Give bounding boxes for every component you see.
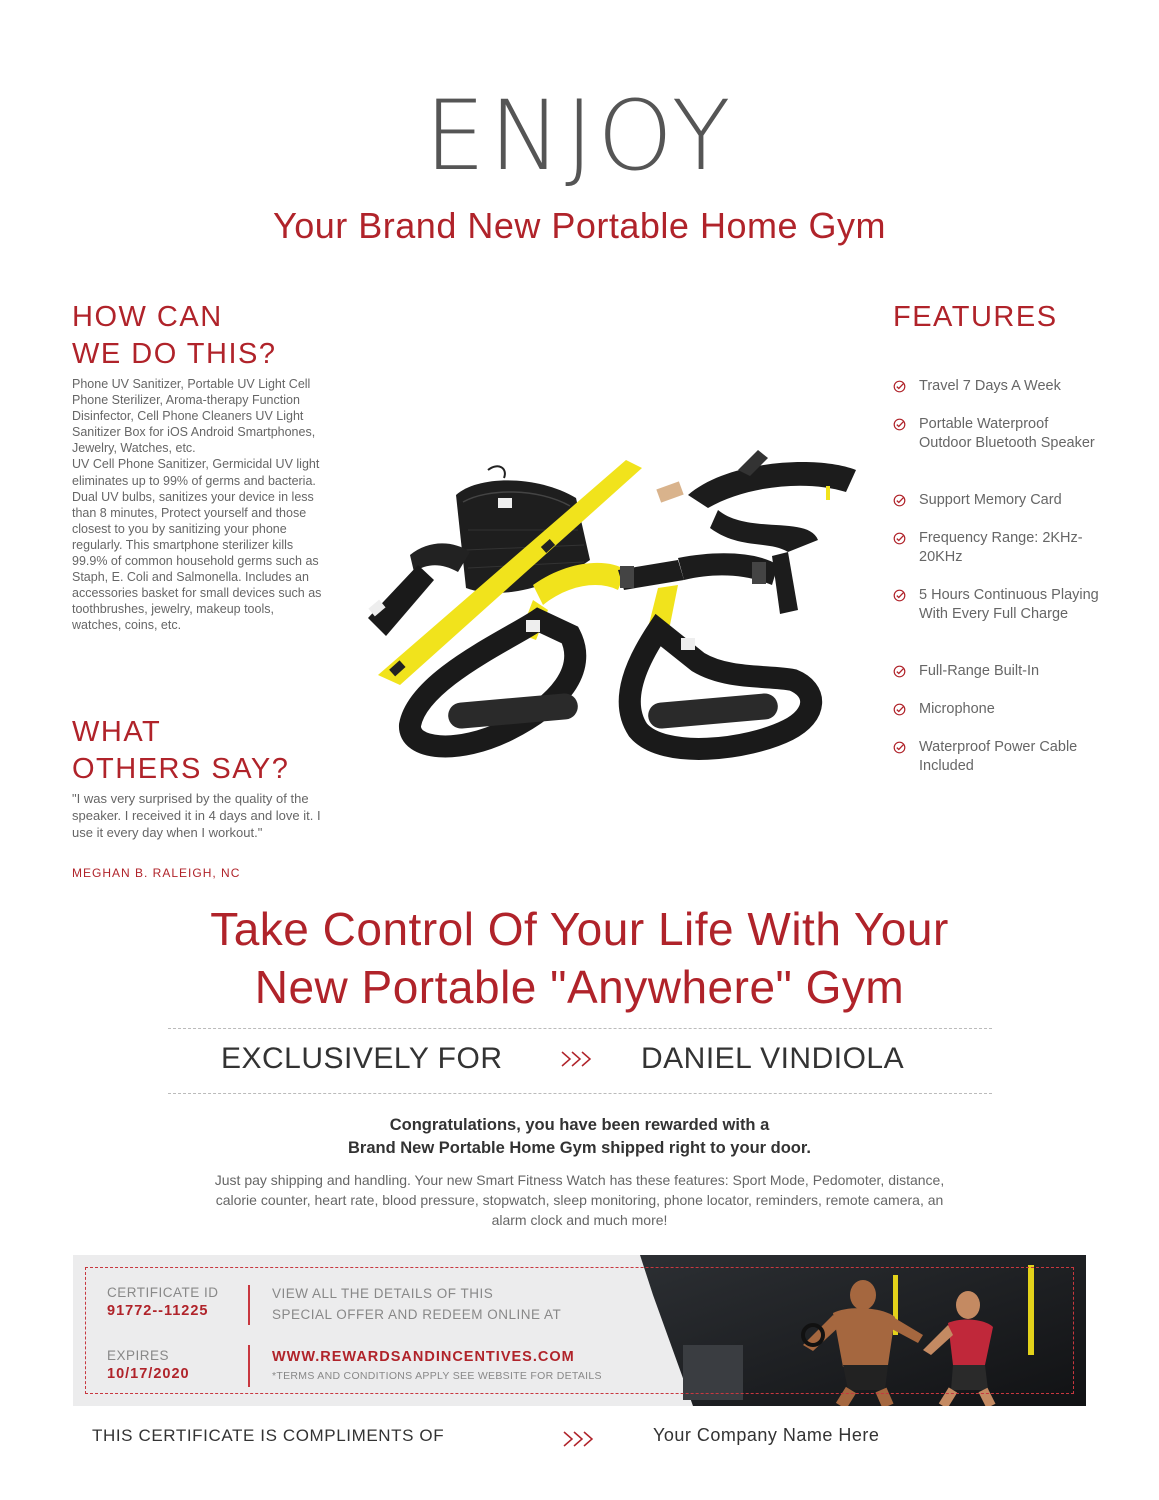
congrats-message: [0, 1114, 1159, 1160]
feature-item: [893, 662, 1103, 681]
check-circle-icon: [893, 415, 919, 434]
how-paragraph-2: UV Cell Phone Sanitizer, Germicidal UV light eliminates up to 99% of germs and bacteria. Dual UV bulbs, sanitizes your device in less than 8 minutes, Protect yourself and those closest to you by sanitizing your phone regularly. This smartphone sterilizer kills 99.9% of common household germs such as Staph, E. Coli and Salmonella. Includes an accessories basket for small devices such as toothbrushes, jewelry, makeup tools, watches, coins, etc.: [72, 457, 322, 633]
feature-item: [893, 700, 1103, 719]
how-paragraph-1: Phone UV Sanitizer, Portable UV Light Cell Phone Sterilizer, Aroma-therapy Function Disinfector, Cell Phone Cleaners UV Light Sanitizer Box for iOS Android Smartphones, Jewelry, Watches, etc.: [72, 377, 316, 456]
feature-text: 5 Hours Continuous Playing With Every Full Charge: [919, 587, 1099, 622]
feature-text: Travel 7 Days A Week: [919, 378, 1061, 394]
compliments-label: THIS CERTIFICATE IS COMPLIMENTS OF: [92, 1426, 445, 1445]
feature-item: [893, 377, 1103, 396]
certificate-divider-1: [248, 1285, 250, 1325]
feature-item: [893, 415, 1103, 453]
feature-item: [893, 586, 1103, 624]
congrats-line2: Brand New Portable Home Gym shipped right to your door.: [348, 1139, 811, 1157]
feature-item: [893, 491, 1103, 510]
check-circle-icon: [893, 491, 919, 510]
how-title-line1: HOW CAN: [72, 301, 223, 333]
feature-text: Portable Waterproof Outdoor Bluetooth Speaker: [919, 416, 1095, 451]
testimonial-quote: "I was very surprised by the quality of the speaker. I received it in 4 days and love it. I use it every day when I workout.": [72, 791, 321, 840]
how-section-body: [72, 376, 322, 634]
subheadline: Your Brand New Portable Home Gym: [273, 205, 886, 246]
triple-chevron-icon: [560, 1049, 600, 1069]
feature-text: Frequency Range: 2KHz-20KHz: [919, 530, 1083, 565]
triple-chevron-icon: [562, 1429, 602, 1449]
redeem-website-link[interactable]: WWW.REWARDSANDINCENTIVES.COM: [272, 1349, 575, 1365]
expires-value: 10/17/2020: [107, 1366, 190, 1382]
tagline-line2: New Portable "Anywhere" Gym: [254, 961, 905, 1013]
product-image: [348, 440, 878, 780]
offer-tagline: [0, 900, 1159, 1016]
check-circle-icon: [893, 529, 919, 548]
certificate-divider-2: [248, 1345, 250, 1387]
what-title-line1: WHAT: [72, 716, 162, 748]
testimonial-author: MEGHAN B. RALEIGH, NC: [72, 866, 241, 880]
check-circle-icon: [893, 738, 919, 757]
headline: ENJOY: [424, 80, 735, 192]
redeem-line1: VIEW ALL THE DETAILS OF THIS: [272, 1286, 494, 1301]
feature-item: [893, 529, 1103, 567]
how-section-title: [72, 299, 332, 373]
certificate-id-value: 91772--11225: [107, 1303, 209, 1319]
tagline-line1: Take Control Of Your Life With Your: [210, 903, 949, 955]
check-circle-icon: [893, 586, 919, 605]
divider-top: [168, 1028, 992, 1029]
feature-text: Support Memory Card: [919, 492, 1062, 508]
recipient-name: DANIEL VINDIOLA: [641, 1042, 905, 1075]
main-strap-loops: [688, 450, 856, 614]
feature-text: Full-Range Built-In: [919, 663, 1040, 679]
feature-text: Waterproof Power Cable Included: [919, 739, 1078, 774]
check-circle-icon: [893, 662, 919, 681]
testimonial-section-title: [72, 714, 332, 788]
divider-bottom: [168, 1093, 992, 1094]
what-title-line2: OTHERS SAY?: [72, 753, 290, 785]
certificate-box: [73, 1255, 1086, 1406]
offer-details: Just pay shipping and handling. Your new Smart Fitness Watch has these features: Sport Mode, Pedomoter, distance, calorie counter, heart rate, blood pressure, stopwatch, sleep monitoring, phone locator, reminders, remote camera, an alarm clock and much more!: [214, 1172, 945, 1228]
terms-note: *TERMS AND CONDITIONS APPLY SEE WEBSITE FOR DETAILS: [272, 1370, 602, 1382]
check-circle-icon: [893, 700, 919, 719]
company-name: Your Company Name Here: [653, 1425, 880, 1445]
redeem-instructions: [272, 1283, 612, 1325]
expires-label: EXPIRES: [107, 1348, 170, 1363]
right-handle: [630, 630, 811, 749]
check-circle-icon: [893, 377, 919, 396]
redeem-line2: SPECIAL OFFER AND REDEEM ONLINE AT: [272, 1307, 562, 1322]
feature-text: Microphone: [919, 701, 995, 717]
congrats-line1: Congratulations, you have been rewarded with a: [389, 1116, 770, 1134]
how-title-line2: WE DO THIS?: [72, 338, 277, 370]
feature-item: [893, 738, 1103, 776]
exclusive-label: EXCLUSIVELY FOR: [221, 1042, 503, 1075]
features-title: FEATURES: [893, 301, 1058, 333]
certificate-id-label: CERTIFICATE ID: [107, 1285, 219, 1300]
